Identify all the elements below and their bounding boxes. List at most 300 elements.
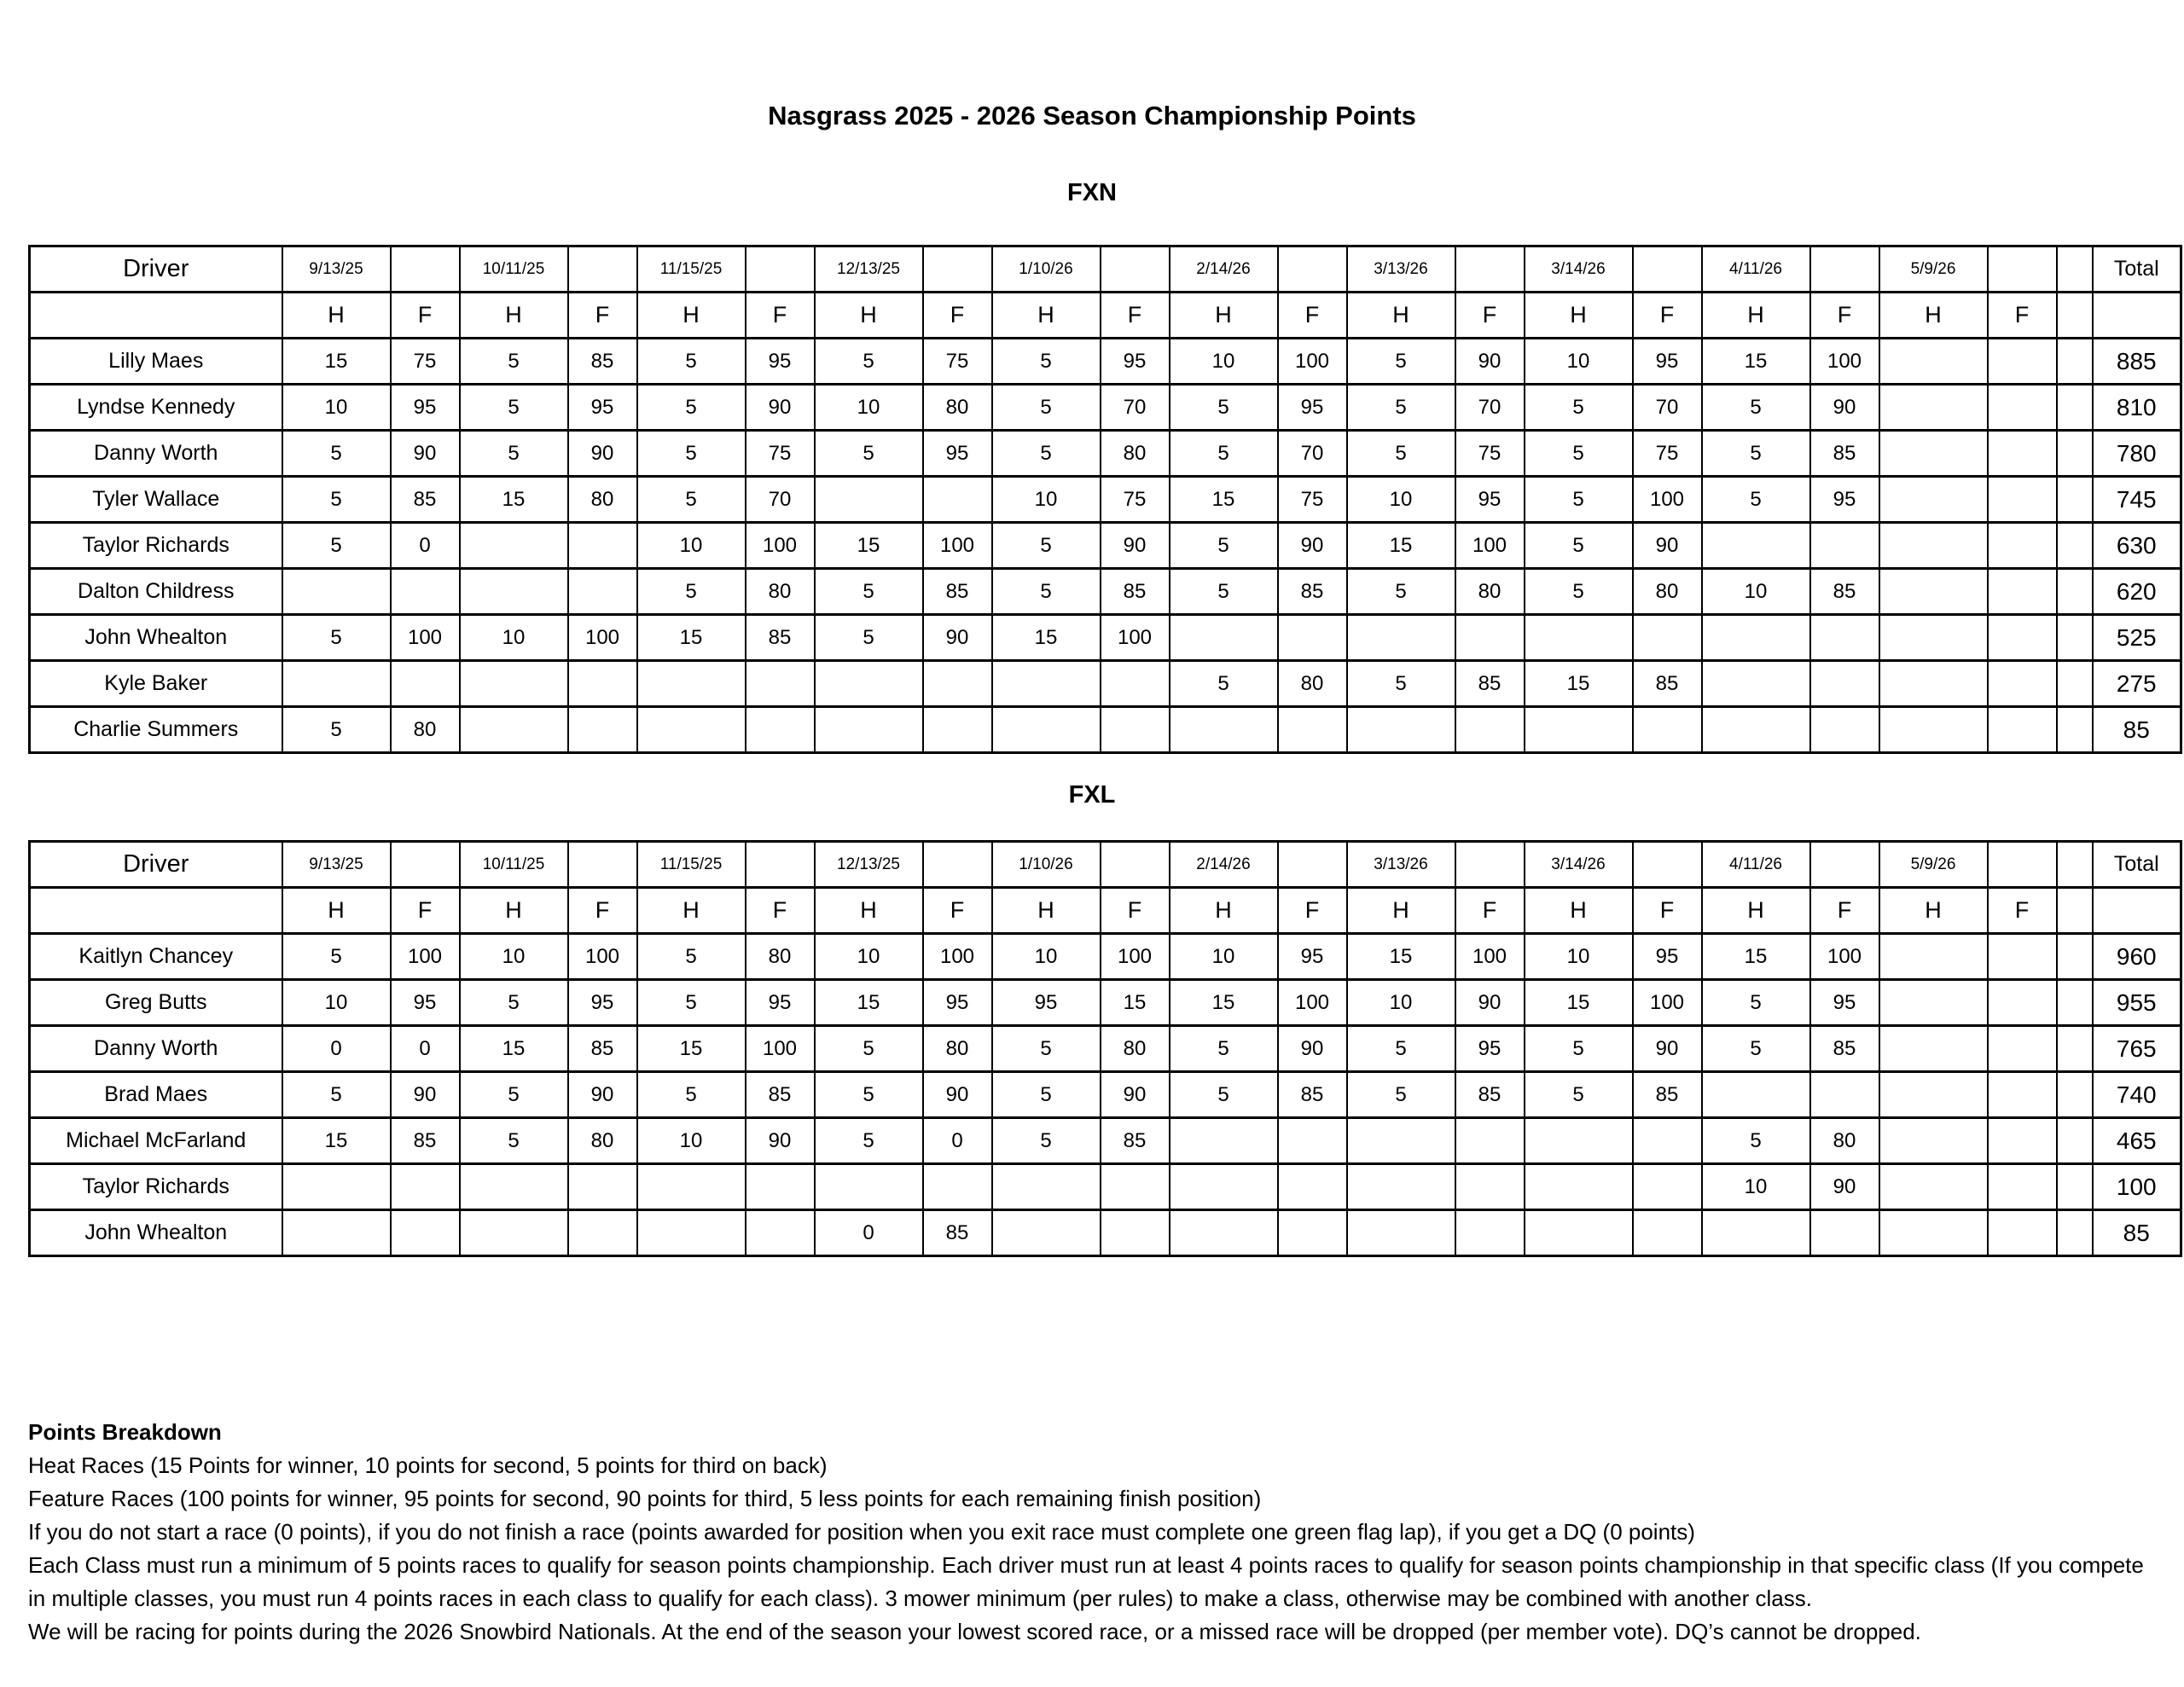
score-cell: 90 — [923, 615, 992, 661]
total-value: 955 — [2093, 980, 2181, 1026]
score-cell: 80 — [391, 707, 460, 753]
score-cell — [1347, 1118, 1455, 1164]
heat-column-label: H — [460, 293, 568, 339]
heat-column-label: H — [637, 293, 746, 339]
score-cell: 5 — [1702, 477, 1810, 523]
score-cell — [1988, 1210, 2057, 1256]
total-column-header: Total — [2093, 842, 2181, 888]
score-cell — [1633, 1210, 1702, 1256]
driver-row — [30, 980, 2181, 1026]
driver-column-header: Driver — [30, 246, 282, 293]
score-cell — [1810, 1072, 1879, 1118]
score-cell — [923, 707, 992, 753]
score-cell: 5 — [460, 431, 568, 477]
score-cell: 85 — [1810, 431, 1879, 477]
score-cell: 70 — [1455, 385, 1525, 431]
score-cell: 5 — [815, 1118, 923, 1164]
score-cell: 5 — [1702, 1118, 1810, 1164]
score-cell: 5 — [1525, 569, 1633, 615]
spacer-cell — [2057, 339, 2093, 385]
score-cell — [1879, 431, 1988, 477]
score-cell: 95 — [1101, 339, 1170, 385]
driver-name: Charlie Summers — [30, 707, 282, 753]
score-cell: 80 — [1101, 431, 1170, 477]
score-cell: 100 — [568, 934, 637, 980]
driver-row — [30, 477, 2181, 523]
spacer-cell — [2057, 707, 2093, 753]
score-cell — [1170, 1164, 1278, 1210]
heat-column-label: H — [282, 293, 391, 339]
score-cell: 10 — [460, 934, 568, 980]
score-cell — [1633, 707, 1702, 753]
score-cell: 85 — [391, 1118, 460, 1164]
score-cell — [1455, 707, 1525, 753]
score-cell: 10 — [992, 934, 1101, 980]
score-cell — [460, 569, 568, 615]
score-cell: 85 — [1278, 1072, 1347, 1118]
total-value: 100 — [2093, 1164, 2181, 1210]
score-cell: 85 — [746, 615, 815, 661]
score-cell: 80 — [746, 569, 815, 615]
spacer-cell — [2057, 385, 2093, 431]
score-cell: 80 — [1633, 569, 1702, 615]
score-cell — [568, 569, 637, 615]
score-cell — [992, 1164, 1101, 1210]
score-cell: 90 — [391, 1072, 460, 1118]
score-cell: 95 — [1278, 385, 1347, 431]
score-cell — [637, 1164, 746, 1210]
race-date-label: 3/14/26 — [1525, 842, 1633, 888]
heat-column-label: H — [1347, 888, 1455, 934]
score-cell — [1988, 707, 2057, 753]
score-cell: 5 — [1170, 661, 1278, 707]
score-cell: 15 — [460, 477, 568, 523]
spacer-cell — [2057, 246, 2093, 293]
score-cell: 10 — [1525, 339, 1633, 385]
score-cell: 5 — [1525, 1026, 1633, 1072]
score-cell — [1278, 1210, 1347, 1256]
race-date-label: 11/15/25 — [637, 842, 746, 888]
feature-column-label: F — [1988, 293, 2057, 339]
score-cell: 85 — [1810, 1026, 1879, 1072]
score-cell: 5 — [992, 569, 1101, 615]
spacer-cell — [2057, 980, 2093, 1026]
score-cell: 85 — [1810, 569, 1879, 615]
score-cell: 10 — [460, 615, 568, 661]
score-cell: 5 — [282, 431, 391, 477]
feature-races-rule: Feature Races (100 points for winner, 95 points for second, 90 points for third, 5 less points for each remaining finish position) — [28, 1486, 1262, 1511]
score-cell: 5 — [637, 385, 746, 431]
score-cell — [637, 707, 746, 753]
spacer-cell — [30, 888, 282, 934]
score-cell: 15 — [282, 1118, 391, 1164]
score-cell: 15 — [460, 1026, 568, 1072]
score-cell: 80 — [568, 477, 637, 523]
score-cell: 80 — [923, 385, 992, 431]
race-date-label: 12/13/25 — [815, 842, 923, 888]
total-value: 885 — [2093, 339, 2181, 385]
score-cell: 5 — [1170, 1072, 1278, 1118]
score-cell: 95 — [746, 980, 815, 1026]
feature-column-label: F — [1278, 888, 1347, 934]
driver-name: Danny Worth — [30, 431, 282, 477]
score-cell — [1810, 523, 1879, 569]
score-cell: 10 — [815, 385, 923, 431]
score-cell — [1455, 1118, 1525, 1164]
spacer-cell — [2057, 523, 2093, 569]
score-cell: 5 — [282, 615, 391, 661]
score-cell: 95 — [992, 980, 1101, 1026]
heat-column-label: H — [1879, 293, 1988, 339]
spacer-cell — [30, 293, 282, 339]
score-cell: 5 — [992, 385, 1101, 431]
heat-column-label: H — [1170, 888, 1278, 934]
score-cell: 90 — [1278, 523, 1347, 569]
score-cell: 100 — [1810, 339, 1879, 385]
score-cell: 5 — [992, 523, 1101, 569]
score-cell — [1170, 1118, 1278, 1164]
score-cell: 95 — [746, 339, 815, 385]
fxn-class-heading: FXN — [1067, 179, 1117, 206]
score-cell: 95 — [923, 431, 992, 477]
score-cell: 100 — [568, 615, 637, 661]
score-cell: 5 — [1347, 1072, 1455, 1118]
score-cell — [815, 477, 923, 523]
score-cell: 90 — [1455, 339, 1525, 385]
score-cell — [1101, 661, 1170, 707]
score-cell: 90 — [1633, 1026, 1702, 1072]
score-cell: 5 — [637, 569, 746, 615]
driver-row — [30, 1026, 2181, 1072]
score-cell: 90 — [1455, 980, 1525, 1026]
spacer-cell — [568, 842, 637, 888]
score-cell — [282, 661, 391, 707]
driver-row — [30, 385, 2181, 431]
score-cell — [1278, 1164, 1347, 1210]
spacer-cell — [1810, 842, 1879, 888]
drop-race-rule: We will be racing for points during the 2026 Snowbird Nationals. At the end of the season your lowest scored race, or a missed race will be dropped (per member vote). DQ’s cannot be dropped. — [28, 1619, 1921, 1644]
score-cell — [1278, 615, 1347, 661]
score-cell — [460, 523, 568, 569]
driver-row — [30, 569, 2181, 615]
score-cell: 100 — [1633, 477, 1702, 523]
score-cell — [1101, 707, 1170, 753]
score-cell — [1879, 661, 1988, 707]
score-cell: 85 — [1633, 661, 1702, 707]
feature-column-label: F — [391, 293, 460, 339]
driver-name: Kaitlyn Chancey — [30, 934, 282, 980]
total-value: 620 — [2093, 569, 2181, 615]
spacer-cell — [2057, 661, 2093, 707]
score-cell: 15 — [1347, 523, 1455, 569]
score-cell — [1278, 1118, 1347, 1164]
score-cell: 5 — [992, 1072, 1101, 1118]
score-cell: 95 — [391, 980, 460, 1026]
total-value: 275 — [2093, 661, 2181, 707]
score-cell — [1879, 1072, 1988, 1118]
score-cell: 95 — [1455, 1026, 1525, 1072]
score-cell — [1347, 1210, 1455, 1256]
score-cell — [1702, 523, 1810, 569]
spacer-cell — [923, 246, 992, 293]
score-cell — [1278, 707, 1347, 753]
score-cell: 90 — [746, 1118, 815, 1164]
score-cell — [1170, 1210, 1278, 1256]
spacer-cell — [2093, 293, 2181, 339]
score-cell: 100 — [923, 523, 992, 569]
spacer-cell — [2057, 1072, 2093, 1118]
score-cell: 80 — [1810, 1118, 1879, 1164]
score-cell — [1101, 1164, 1170, 1210]
score-cell: 70 — [1278, 431, 1347, 477]
score-cell: 10 — [1702, 1164, 1810, 1210]
spacer-cell — [1278, 246, 1347, 293]
feature-column-label: F — [923, 293, 992, 339]
score-cell: 15 — [1525, 661, 1633, 707]
score-cell — [1988, 1118, 2057, 1164]
driver-name: Michael McFarland — [30, 1118, 282, 1164]
points-breakdown-heading: Points Breakdown — [28, 1419, 222, 1445]
score-cell — [1988, 1164, 2057, 1210]
score-cell — [568, 707, 637, 753]
driver-name: Brad Maes — [30, 1072, 282, 1118]
score-cell — [1879, 1210, 1988, 1256]
feature-column-label: F — [391, 888, 460, 934]
score-cell — [1810, 615, 1879, 661]
score-cell: 100 — [1101, 934, 1170, 980]
driver-name: Greg Butts — [30, 980, 282, 1026]
score-cell: 15 — [815, 523, 923, 569]
score-cell: 75 — [391, 339, 460, 385]
score-cell — [1879, 934, 1988, 980]
score-cell — [391, 1210, 460, 1256]
score-cell: 100 — [1278, 339, 1347, 385]
score-cell: 100 — [1278, 980, 1347, 1026]
date-header-row — [30, 246, 2181, 293]
score-cell — [1988, 431, 2057, 477]
score-cell — [460, 1210, 568, 1256]
total-value: 780 — [2093, 431, 2181, 477]
score-cell — [1347, 707, 1455, 753]
score-cell — [1702, 707, 1810, 753]
driver-name: Lyndse Kennedy — [30, 385, 282, 431]
score-cell: 5 — [1702, 431, 1810, 477]
heat-races-rule: Heat Races (15 Points for winner, 10 points for second, 5 points for third on back) — [28, 1452, 828, 1478]
score-cell — [815, 661, 923, 707]
score-cell: 15 — [1347, 934, 1455, 980]
spacer-cell — [2093, 888, 2181, 934]
score-cell — [1879, 980, 1988, 1026]
driver-name: Lilly Maes — [30, 339, 282, 385]
driver-row — [30, 523, 2181, 569]
score-cell — [1988, 980, 2057, 1026]
spacer-cell — [1101, 246, 1170, 293]
score-cell: 0 — [815, 1210, 923, 1256]
score-cell: 5 — [1347, 339, 1455, 385]
race-date-label: 10/11/25 — [460, 246, 568, 293]
score-cell — [1879, 339, 1988, 385]
score-cell: 5 — [282, 934, 391, 980]
score-cell: 0 — [923, 1118, 992, 1164]
score-cell: 5 — [992, 431, 1101, 477]
race-date-label: 2/14/26 — [1170, 842, 1278, 888]
score-cell — [1525, 1210, 1633, 1256]
spacer-cell — [2057, 1026, 2093, 1072]
spacer-cell — [568, 246, 637, 293]
score-cell — [391, 1164, 460, 1210]
score-cell: 70 — [1633, 385, 1702, 431]
heat-column-label: H — [992, 293, 1101, 339]
spacer-cell — [1810, 246, 1879, 293]
driver-row — [30, 934, 2181, 980]
heat-column-label: H — [815, 293, 923, 339]
score-cell — [1810, 1210, 1879, 1256]
score-cell: 80 — [1278, 661, 1347, 707]
driver-row — [30, 615, 2181, 661]
score-cell: 85 — [1455, 1072, 1525, 1118]
race-date-label: 2/14/26 — [1170, 246, 1278, 293]
score-cell: 10 — [1347, 980, 1455, 1026]
score-cell — [282, 569, 391, 615]
score-cell: 90 — [746, 385, 815, 431]
race-date-label: 10/11/25 — [460, 842, 568, 888]
score-cell: 5 — [1347, 569, 1455, 615]
score-cell: 85 — [1101, 569, 1170, 615]
spacer-cell — [1278, 842, 1347, 888]
score-cell: 85 — [1633, 1072, 1702, 1118]
score-cell — [1525, 1164, 1633, 1210]
score-cell: 5 — [1170, 1026, 1278, 1072]
score-cell: 15 — [1101, 980, 1170, 1026]
score-cell: 10 — [282, 385, 391, 431]
score-cell — [1170, 707, 1278, 753]
score-cell — [923, 477, 992, 523]
spacer-cell — [2057, 842, 2093, 888]
session-header-row — [30, 888, 2181, 934]
page-title: Nasgrass 2025 - 2026 Season Championship Points — [768, 101, 1416, 130]
score-cell: 0 — [282, 1026, 391, 1072]
score-cell: 5 — [1347, 431, 1455, 477]
score-cell — [460, 661, 568, 707]
score-cell: 95 — [1455, 477, 1525, 523]
driver-row — [30, 707, 2181, 753]
score-cell: 85 — [923, 1210, 992, 1256]
score-cell: 5 — [637, 339, 746, 385]
race-date-label: 1/10/26 — [992, 842, 1101, 888]
driver-name: Danny Worth — [30, 1026, 282, 1072]
score-cell — [1455, 1164, 1525, 1210]
score-cell: 95 — [391, 385, 460, 431]
spacer-cell — [1455, 246, 1525, 293]
score-cell — [923, 661, 992, 707]
score-cell: 5 — [282, 477, 391, 523]
race-date-label: 9/13/25 — [282, 246, 391, 293]
score-cell: 5 — [815, 615, 923, 661]
spacer-cell — [391, 246, 460, 293]
score-cell: 5 — [637, 431, 746, 477]
total-column-header: Total — [2093, 246, 2181, 293]
score-cell: 100 — [391, 615, 460, 661]
feature-column-label: F — [1810, 293, 1879, 339]
score-cell: 80 — [1455, 569, 1525, 615]
heat-column-label: H — [1170, 293, 1278, 339]
score-cell — [460, 707, 568, 753]
score-cell: 15 — [815, 980, 923, 1026]
feature-column-label: F — [1810, 888, 1879, 934]
score-cell — [1101, 1210, 1170, 1256]
feature-column-label: F — [568, 293, 637, 339]
score-cell — [1347, 1164, 1455, 1210]
race-date-label: 11/15/25 — [637, 246, 746, 293]
feature-column-label: F — [1278, 293, 1347, 339]
race-date-label: 3/14/26 — [1525, 246, 1633, 293]
score-cell: 5 — [1170, 569, 1278, 615]
fxn-points-table — [28, 245, 2182, 754]
score-cell — [1988, 661, 2057, 707]
score-cell: 100 — [1455, 523, 1525, 569]
score-cell: 5 — [1525, 385, 1633, 431]
score-cell: 5 — [992, 339, 1101, 385]
score-cell: 5 — [1347, 1026, 1455, 1072]
score-cell: 10 — [992, 477, 1101, 523]
score-cell: 100 — [1455, 934, 1525, 980]
score-cell: 90 — [1633, 523, 1702, 569]
feature-column-label: F — [923, 888, 992, 934]
driver-row — [30, 1210, 2181, 1256]
score-cell: 10 — [815, 934, 923, 980]
score-cell: 5 — [637, 980, 746, 1026]
score-cell — [460, 1164, 568, 1210]
feature-column-label: F — [1101, 888, 1170, 934]
spacer-cell — [1101, 842, 1170, 888]
score-cell — [568, 661, 637, 707]
score-cell: 15 — [637, 1026, 746, 1072]
score-cell: 5 — [282, 523, 391, 569]
score-cell: 100 — [391, 934, 460, 980]
spacer-cell — [2057, 1210, 2093, 1256]
total-value: 810 — [2093, 385, 2181, 431]
score-cell: 5 — [1170, 385, 1278, 431]
fxl-class-heading: FXL — [1068, 781, 1116, 809]
score-cell: 10 — [637, 1118, 746, 1164]
score-cell: 5 — [992, 1026, 1101, 1072]
score-cell — [568, 1210, 637, 1256]
score-cell — [1988, 569, 2057, 615]
score-cell: 100 — [1810, 934, 1879, 980]
score-cell — [1988, 934, 2057, 980]
total-value: 85 — [2093, 707, 2181, 753]
score-cell — [1702, 615, 1810, 661]
score-cell: 95 — [1810, 477, 1879, 523]
score-cell: 100 — [923, 934, 992, 980]
score-cell: 95 — [1278, 934, 1347, 980]
score-cell: 5 — [1525, 431, 1633, 477]
score-cell: 85 — [568, 1026, 637, 1072]
score-cell: 5 — [1702, 1026, 1810, 1072]
score-cell: 95 — [568, 980, 637, 1026]
feature-column-label: F — [1455, 888, 1525, 934]
score-cell: 5 — [815, 339, 923, 385]
score-cell: 75 — [1455, 431, 1525, 477]
heat-column-label: H — [815, 888, 923, 934]
score-cell — [1988, 339, 2057, 385]
score-cell: 5 — [1170, 431, 1278, 477]
spacer-cell — [2057, 615, 2093, 661]
race-date-label: 4/11/26 — [1702, 246, 1810, 293]
score-cell — [1988, 385, 2057, 431]
total-value: 465 — [2093, 1118, 2181, 1164]
driver-row — [30, 431, 2181, 477]
